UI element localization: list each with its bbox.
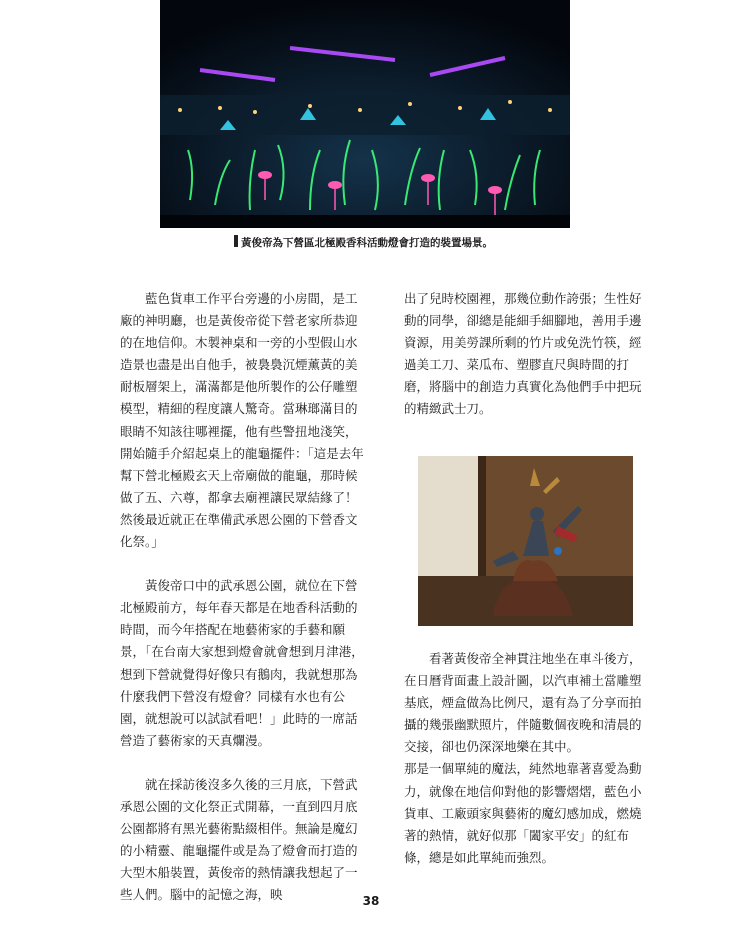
article-right-column-bottom	[404, 648, 650, 869]
figurine-photo	[418, 456, 633, 626]
paragraph-workshop: 看著黃俊帝全神貫注地坐在車斗後方，在日曆背面畫上設計圖，以汽車補土當雕塑基底，煙盒做為比例尺，還有為了分享而拍攝的幾張幽默照片，伴隨數個夜晚和清晨的交接，卻也仍深深地樂在其中。	[404, 651, 642, 755]
night-scene-illustration	[160, 0, 570, 228]
paragraph-childhood: 出了兒時校園裡，那幾位動作誇張；生性好動的同學，卻總是能細手細腳地，善用手邊資源，用美勞課所剩的竹片或免洗竹筷，經過美工刀、菜瓜布、塑膠直尺與時間的打磨，將腦中的創造力真實化為他們手中把玩的精緻武士刀。	[404, 291, 642, 417]
caption-bar-icon	[234, 235, 238, 247]
photo-caption	[234, 235, 554, 251]
paragraph-park: 黃俊帝口中的武承恩公園，就位在下營北極殿前方，每年春天都是在地香科活動的時間，而今年搭配在地藝術家的手藝和願景，「在台南大家想到燈會就會想到月津港，想到下營就覺得好像只有鵝肉，我就想那為什麼我們下營沒有燈會？同樣有水也有公園，就想說可以試試看吧！」此時的一席話營造了藝術家的天真爛漫。	[120, 578, 364, 748]
article-right-column-top	[404, 288, 650, 421]
light-installation-photo	[160, 0, 570, 228]
paragraph-festival: 就在採訪後沒多久後的三月底，下營武承恩公園的文化祭正式開幕，一直到四月底公園都將有黑光藝術點綴相伴。無論是魔幻的小精靈、龍龜擺件或是為了燈會而打造的大型木船裝置，黃俊帝的熱情讓我想起了一些人們。腦中的記憶之海，映	[120, 776, 358, 903]
paragraph-shrine-room: 藍色貨車工作平台旁邊的小房間，是工廠的神明廳，也是黃俊帝從下營老家所恭迎的在地信仰。木製神桌和一旁的小型假山水造景也盡是出自他手，被裊裊沉煙薰黃的美耐板層架上，滿滿都是他所製作的公仔雕塑模型，精細的程度讓人驚奇。當琳瑯滿目的眼睛不知該往哪裡擺，他有些警扭地淺笑，開始隨手介紹起桌上的龍龜擺件：「這是去年幫下營北極殿玄天上帝廟做的龍龜，那時候做了五、六尊，都拿去廟裡讓民眾結緣了！然後最近就正在準備武承恩公園的下營香文化祭。」	[120, 291, 364, 550]
paragraph-magic: 那是一個單純的魔法，純然地靠著喜愛為動力，就像在地信仰對他的影響熠熠，藍色小貨車、工廠頭家與藝術的魔幻感加成，燃燒著的熱情，就好似那「闔家平安」的紅布條，總是如此單純而強烈。	[404, 761, 642, 865]
warrior-figurine-icon	[418, 456, 633, 626]
photo-caption-text: 黃俊帝為下營區北極殿香科活動燈會打造的裝置場景。	[241, 237, 493, 249]
page-number: 38	[362, 894, 380, 908]
article-left-column	[120, 288, 364, 906]
